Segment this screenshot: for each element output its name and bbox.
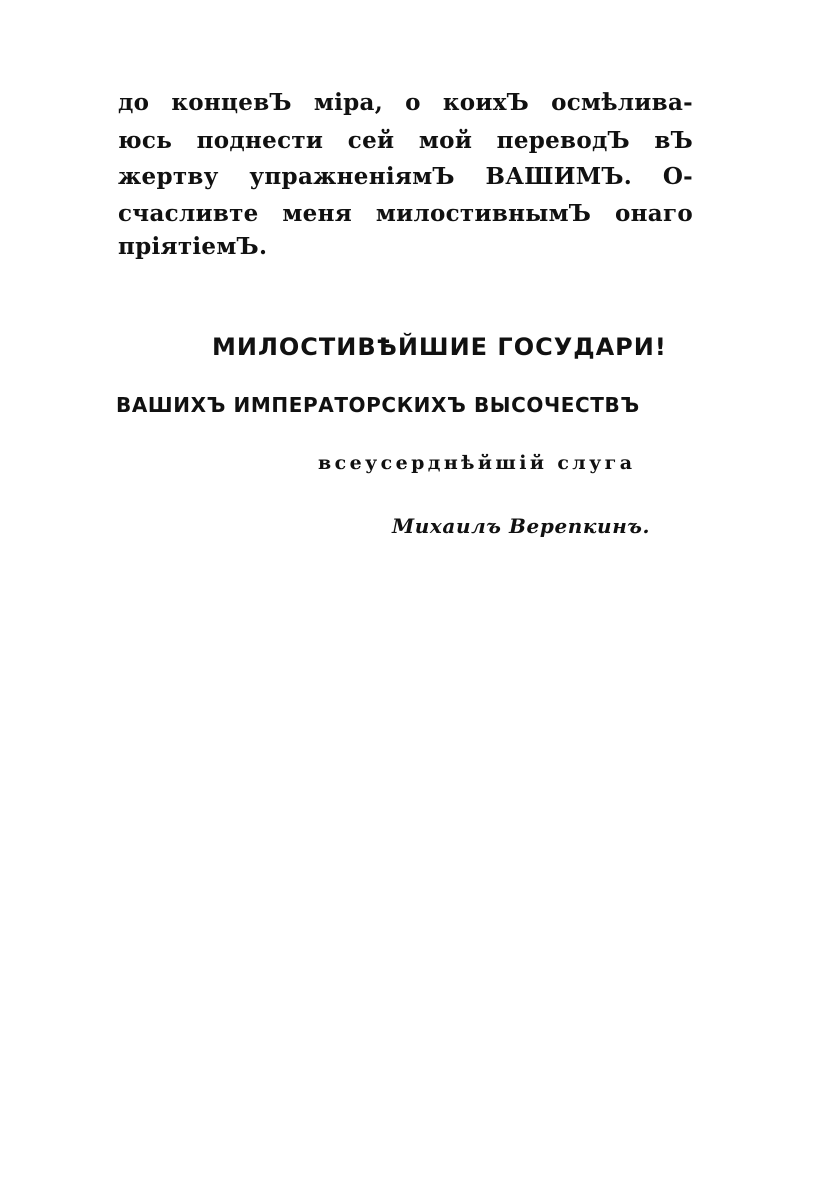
author-signature: Михаилъ Верепкинъ. bbox=[392, 514, 651, 538]
dedication-line-4: счасливте меня милостивнымЪ онаго bbox=[118, 200, 693, 227]
dedication-line-5: пріятіемЪ. bbox=[118, 233, 268, 260]
highness-line: ВАШИХЪ ИМПЕРАТОРСКИХЪ ВЫСОЧЕСТВЪ bbox=[116, 393, 640, 417]
dedication-line-2: юсь поднести сей мой переводЪ вЪ bbox=[118, 127, 693, 154]
dedication-line-1: до концевЪ міра, о коихЪ осмѣлива- bbox=[118, 89, 693, 116]
servant-line: всеусерднѣйшій слуга bbox=[318, 452, 636, 474]
salutation-heading: МИЛОСТИВѢЙШИЕ ГОСУДАРИ! bbox=[212, 333, 667, 361]
dedication-line-3: жертву упражненіямЪ ВАШИМЪ. О- bbox=[118, 163, 693, 190]
